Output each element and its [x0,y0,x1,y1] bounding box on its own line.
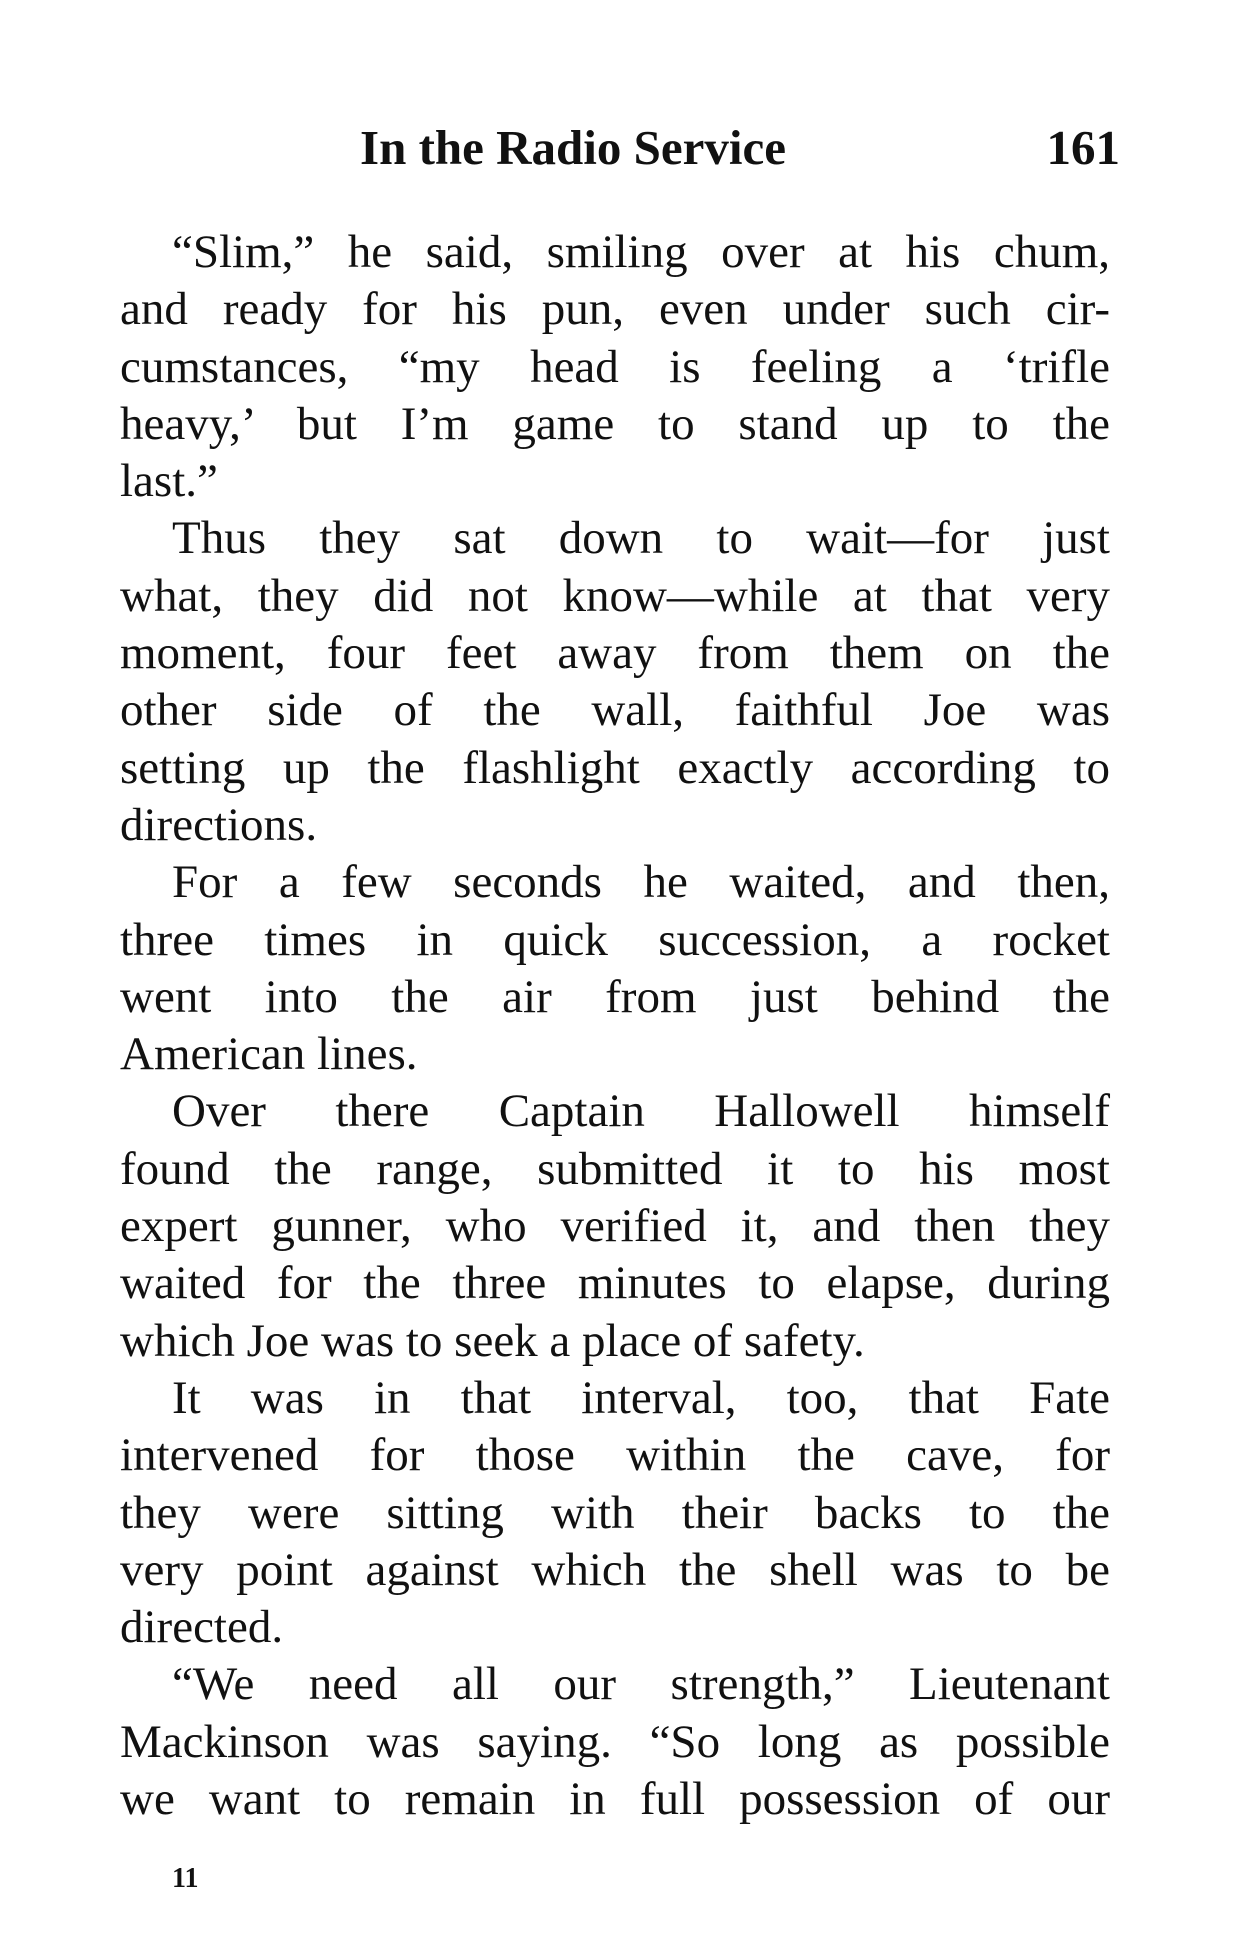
paragraph-5 [120,1370,1110,1656]
text-line: three times in quick succession, a rocket [120,913,1110,966]
text-line: Mackinson was saying. “So long as possible [120,1715,1110,1768]
paragraph-4 [120,1083,1110,1369]
text-line: expert gunner, who verified it, and then they [120,1200,1110,1253]
paragraph-2 [120,510,1110,854]
text-line: heavy,’ but I’m game to stand up to the [120,397,1110,450]
text-line: they were sitting with their backs to the [120,1486,1110,1539]
running-title: In the Radio Service [360,120,786,175]
text-line: American lines. [120,1028,418,1081]
text-line: It was in that interval, too, that Fate [172,1371,1110,1424]
paragraph-1 [120,224,1110,510]
paragraph-3 [120,854,1110,1083]
text-line: directions. [120,798,318,851]
text-line: intervened for those within the cave, for [120,1429,1110,1482]
text-line: moment, four feet away from them on the [120,627,1110,680]
text-line: waited for the three minutes to elapse, during [120,1257,1110,1310]
text-line: last.” [120,455,218,508]
text-line: what, they did not know—while at that very [120,569,1110,622]
text-line: cumstances, “my head is feeling a ‘trifle [120,340,1110,393]
text-line: which Joe was to seek a place of safety. [120,1314,865,1367]
text-line: Over there Captain Hallowell himself [172,1085,1110,1138]
text-line: “We need all our strength,” Lieutenant [172,1658,1110,1711]
text-line: other side of the wall, faithful Joe was [120,684,1110,737]
text-line: went into the air from just behind the [120,970,1110,1023]
paragraph-6 [120,1656,1110,1828]
text-line: For a few seconds he waited, and then, [172,856,1110,909]
text-line: setting up the flashlight exactly according to [120,741,1110,794]
text-line: we want to remain in full possession of our [120,1773,1110,1826]
text-line: “Slim,” he said, smiling over at his chum, [172,226,1110,278]
running-head [120,118,1120,178]
page-number: 161 [1046,120,1120,175]
body-text [120,224,1110,1828]
text-line: very point against which the shell was to be [120,1543,1110,1596]
text-line: Thus they sat down to wait—for just [172,512,1110,565]
text-line: and ready for his pun, even under such cir- [120,283,1110,336]
text-line: found the range, submitted it to his most [120,1142,1110,1195]
signature-mark: 11 [172,1863,199,1894]
text-line: directed. [120,1601,284,1654]
